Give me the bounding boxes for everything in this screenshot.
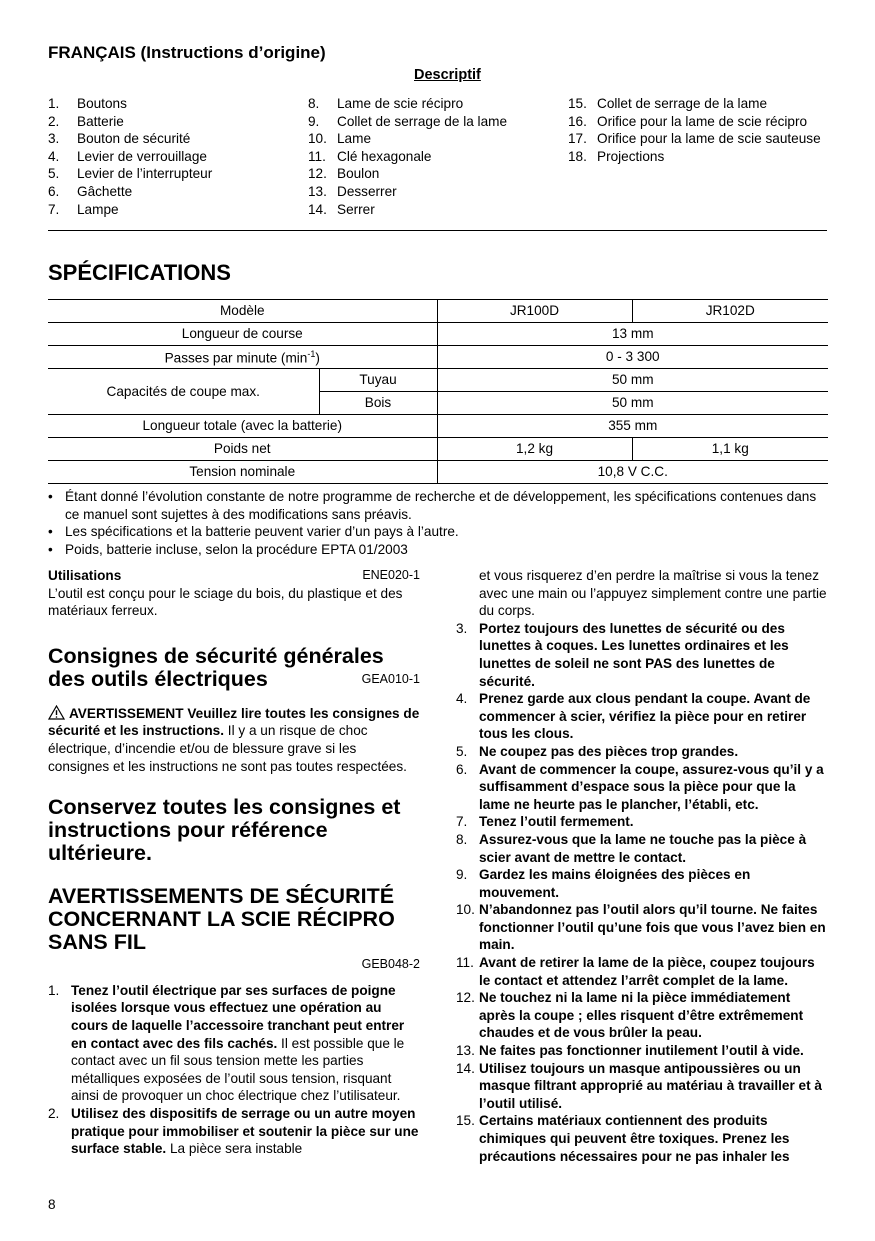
saw-warnings-list xyxy=(456,620,828,1165)
general-safety-heading xyxy=(48,645,420,691)
list-item xyxy=(568,95,828,113)
list-item xyxy=(48,130,298,148)
list-item xyxy=(48,148,298,166)
table-row xyxy=(48,346,828,369)
item-text: Certains matériaux contiennent des produits chimiques qui peuvent être toxiques. Prenez les précautions nécessaires pour ne pas inhaler les xyxy=(479,1113,790,1164)
item-label: Collet de serrage de la lame xyxy=(337,113,508,129)
item-label: Boulon xyxy=(337,166,380,182)
general-safety-code: GEA010-1 xyxy=(361,672,420,687)
item-2-continuation: et vous risquerez d’en perdre la maîtrise si vous la tenez avec une main ou l’appuyez simplement contre une partie du corps. xyxy=(479,568,827,619)
length-label: Longueur totale (avec la batterie) xyxy=(48,415,437,438)
list-item xyxy=(308,201,558,219)
table-row xyxy=(48,369,828,392)
list-item xyxy=(48,165,298,183)
list-item xyxy=(568,148,828,166)
item-label: Orifice pour la lame de scie récipro xyxy=(597,113,808,129)
item-text: Tenez l’outil fermement. xyxy=(479,814,634,830)
item-text: Portez toujours des lunettes de sécurité ou des lunettes à coques. Les lunettes ordinaires et les lunettes de soleil ne sont PAS des lunettes de sécurité. xyxy=(479,620,789,689)
item-number: 3. xyxy=(456,620,468,636)
utilisations-title: Utilisations xyxy=(48,568,122,583)
table-row xyxy=(48,415,828,438)
specifications-title: SPÉCIFICATIONS xyxy=(48,260,231,285)
weight-label: Poids net xyxy=(48,438,437,461)
item-label: Serrer xyxy=(337,201,375,217)
list-item xyxy=(456,690,828,743)
item-number: 7. xyxy=(48,201,60,217)
item-text: Ne faites pas fonctionner inutilement l’outil à vide. xyxy=(479,1043,804,1059)
saw-warnings-code: GEB048-2 xyxy=(361,957,420,972)
item-text: Prenez garde aux clous pendant la coupe. Avant de commencer à scier, vérifiez la pièce pour en retirer tous les clous. xyxy=(479,691,811,742)
parts-list-column-2 xyxy=(308,95,558,218)
saw-warnings-title: AVERTISSEMENTS DE SÉCURITÉ CONCERNANT LA SCIE RÉCIPRO SANS FIL xyxy=(48,884,395,955)
table-row xyxy=(48,323,828,346)
item-label: Projections xyxy=(597,148,665,164)
item-label: Collet de serrage de la lame xyxy=(597,96,768,111)
item-number: 9. xyxy=(456,867,468,883)
item-number: 18. xyxy=(568,148,587,164)
item-text: Avant de retirer la lame de la pièce, coupez toujours le contact et attendez l’arrêt complet de la lame. xyxy=(479,955,815,988)
item-number: 12. xyxy=(456,990,475,1006)
item-number: 6. xyxy=(456,761,468,777)
spm-label: Passes par minute $(\min^{-1})$ xyxy=(48,346,437,369)
parts-list-column-1 xyxy=(48,95,298,218)
right-column xyxy=(456,567,828,1165)
voltage-label: Tension nominale xyxy=(48,461,437,484)
parts-list-column-3 xyxy=(568,95,828,165)
page-number: 8 xyxy=(48,1197,56,1212)
item-number: 1. xyxy=(48,96,60,111)
item-text: Assurez-vous que la lame ne touche pas la pièce à scier avant de mettre le contact. xyxy=(479,831,807,865)
item-number: 11. xyxy=(308,148,326,164)
descriptif-heading: Descriptif xyxy=(414,67,481,83)
length-value: 355 mm xyxy=(437,415,828,438)
section-divider xyxy=(48,230,827,231)
item-number: 10. xyxy=(456,902,475,918)
item-label: Levier de l’interrupteur xyxy=(77,166,213,182)
list-item xyxy=(456,901,828,954)
item-number: 13. xyxy=(456,1043,475,1059)
weight-jr102d: 1,1 kg xyxy=(632,438,828,461)
pipe-label: Tuyau xyxy=(319,369,437,392)
list-item: 2. Utilisez des dispositifs de serrage ou un autre moyen pratique pour immobiliser et soutenir la pièce sur une surface stable. La pièce sera instable xyxy=(48,1105,419,1157)
list-item: • Les spécifications et la batterie peuvent varier d’un pays à l’autre. xyxy=(48,524,459,540)
item-number: 15. xyxy=(456,1113,475,1129)
general-safety-title: Consignes de sécurité générales des outils électriques xyxy=(48,643,384,691)
item-label: Orifice pour la lame de scie sauteuse xyxy=(597,131,821,147)
item-number: 13. xyxy=(308,183,327,199)
item-number: 14. xyxy=(308,201,327,217)
item-text: Avant de commencer la coupe, assurez-vous qu’il y a suffisamment d’espace sous la pièce pour que la lame ne heurte pas le plancher, l’établi, etc. xyxy=(479,761,824,812)
item-label: Clé hexagonale xyxy=(337,148,432,164)
utilisations-heading xyxy=(48,567,420,585)
item-label: Lampe xyxy=(77,201,119,217)
list-item xyxy=(456,761,828,814)
item-label: Bouton de sécurité xyxy=(77,131,191,147)
item-number: 5. xyxy=(48,166,60,182)
list-item xyxy=(456,1112,828,1165)
model-jr100d: JR100D xyxy=(437,300,632,323)
list-item xyxy=(568,130,828,148)
item-number: 15. xyxy=(568,96,587,111)
list-item xyxy=(568,113,828,131)
list-item xyxy=(456,954,828,989)
list-item xyxy=(456,1060,828,1113)
list-item xyxy=(308,165,558,183)
list-item xyxy=(48,183,298,201)
list-item xyxy=(456,1042,828,1060)
list-item: • Poids, batterie incluse, selon la procédure EPTA 01/2003 xyxy=(48,541,408,557)
item-number: 17. xyxy=(568,131,587,147)
list-item xyxy=(48,113,298,131)
item-number: 11. xyxy=(456,955,474,971)
list-item xyxy=(48,201,298,219)
stroke-label: Longueur de course xyxy=(48,323,437,346)
table-row xyxy=(48,438,828,461)
wood-label: Bois xyxy=(319,392,437,415)
list-item xyxy=(456,813,828,831)
wood-value: 50 mm xyxy=(437,392,828,415)
list-item xyxy=(456,989,828,1042)
list-item xyxy=(456,866,828,901)
item-text: Ne touchez ni la lame ni la pièce immédiatement après la coupe ; elles risquent d’être extrêmement chaudes et de vous brûler la peau. xyxy=(479,990,804,1041)
utilisations-text: L’outil est conçu pour le sciage du bois, du plastique et des matériaux ferreux. xyxy=(48,585,403,619)
item-text: N’abandonnez pas l’outil alors qu’il tourne. Ne faites fonctionner l’outil qu’une fois que vous l’avez bien en main. xyxy=(479,902,826,953)
item-label: Boutons xyxy=(77,96,127,111)
language-header: FRANÇAIS (Instructions d’origine) xyxy=(48,43,326,62)
specifications-table xyxy=(48,299,828,484)
model-jr102d: JR102D xyxy=(632,300,828,323)
stroke-value: 13 mm xyxy=(437,323,828,346)
item-label: Lame xyxy=(337,131,372,147)
list-item xyxy=(308,130,558,148)
item-label: Batterie xyxy=(77,113,124,129)
list-item xyxy=(456,831,828,866)
voltage-value: 10,8 V C.C. xyxy=(437,461,828,484)
item-number: 3. xyxy=(48,131,60,147)
item-number: 4. xyxy=(48,148,60,164)
weight-jr100d: 1,2 kg xyxy=(437,438,632,461)
item-number: 8. xyxy=(308,96,320,111)
item-label: Levier de verrouillage xyxy=(77,148,207,164)
bullet: • xyxy=(48,541,53,557)
item-number: 9. xyxy=(308,113,320,129)
spm-value: 0 - 3 300 xyxy=(437,346,828,369)
utilisations-code: ENE020-1 xyxy=(362,568,420,582)
item-number: 12. xyxy=(308,166,327,182)
item-number: 4. xyxy=(456,691,468,707)
model-label: Modèle xyxy=(48,300,437,323)
list-item xyxy=(456,620,828,690)
list-item xyxy=(456,743,828,761)
item-number: 16. xyxy=(568,113,587,129)
item-label: Lame de scie récipro xyxy=(337,96,464,111)
list-item xyxy=(308,148,558,166)
item-label: Gâchette xyxy=(77,183,133,199)
item-number: 2. xyxy=(48,113,60,129)
bullet: • xyxy=(48,524,53,540)
item-number: 5. xyxy=(456,743,468,759)
item-label: Desserrer xyxy=(337,183,397,199)
item-text: Utilisez toujours un masque antipoussières ou un masque filtrant approprié au matériau à travailler et à l’outil utilisé. xyxy=(479,1060,822,1111)
list-item xyxy=(48,95,298,113)
item-text: Gardez les mains éloignées des pièces en mouvement. xyxy=(479,867,751,900)
item-number: 8. xyxy=(456,831,468,847)
item-number: 7. xyxy=(456,814,468,830)
capacity-label: Capacités de coupe max. xyxy=(48,369,319,415)
item-text: Ne coupez pas des pièces trop grandes. xyxy=(479,743,739,759)
item-number: 6. xyxy=(48,183,60,199)
specification-notes xyxy=(48,488,828,558)
list-item xyxy=(308,113,558,131)
list-item: • Étant donné l’évolution constante de notre programme de recherche et de développement, les spécifications contenues dans ce manuel sont sujettes à des modifications sans préavis. xyxy=(48,489,817,522)
bullet: • xyxy=(48,489,53,504)
warning-icon xyxy=(48,705,65,720)
list-item: 1. Tenez l’outil électrique par ses surfaces de poigne isolées lorsque vous effectuez une opération au cours de laquelle l’accessoire tranchant peut entrer en contact avec des fils cachés. Il est possible que le contact avec un fil sous tension mette les parties métalliques exposées de l’outil sous tension, risquant ainsi de provoquer un choc électrique chez l’utilisateur. xyxy=(48,982,405,1104)
keep-instructions-title: Conservez toutes les consignes et instructions pour référence ultérieure. xyxy=(48,795,401,866)
general-safety-warning: AVERTISSEMENT Veuillez lire toutes les consignes de sécurité et les instructions. Il y a un risque de choc électrique, d’incendie et/ou de blessure grave si les consignes et les instructions ne sont pas toutes respectées. xyxy=(48,705,420,774)
table-row xyxy=(48,300,828,323)
item-number: 10. xyxy=(308,131,327,147)
list-item xyxy=(308,95,558,113)
left-column xyxy=(48,567,420,1158)
table-row xyxy=(48,461,828,484)
item-number: 14. xyxy=(456,1060,475,1076)
list-item xyxy=(308,183,558,201)
pipe-value: 50 mm xyxy=(437,369,828,392)
